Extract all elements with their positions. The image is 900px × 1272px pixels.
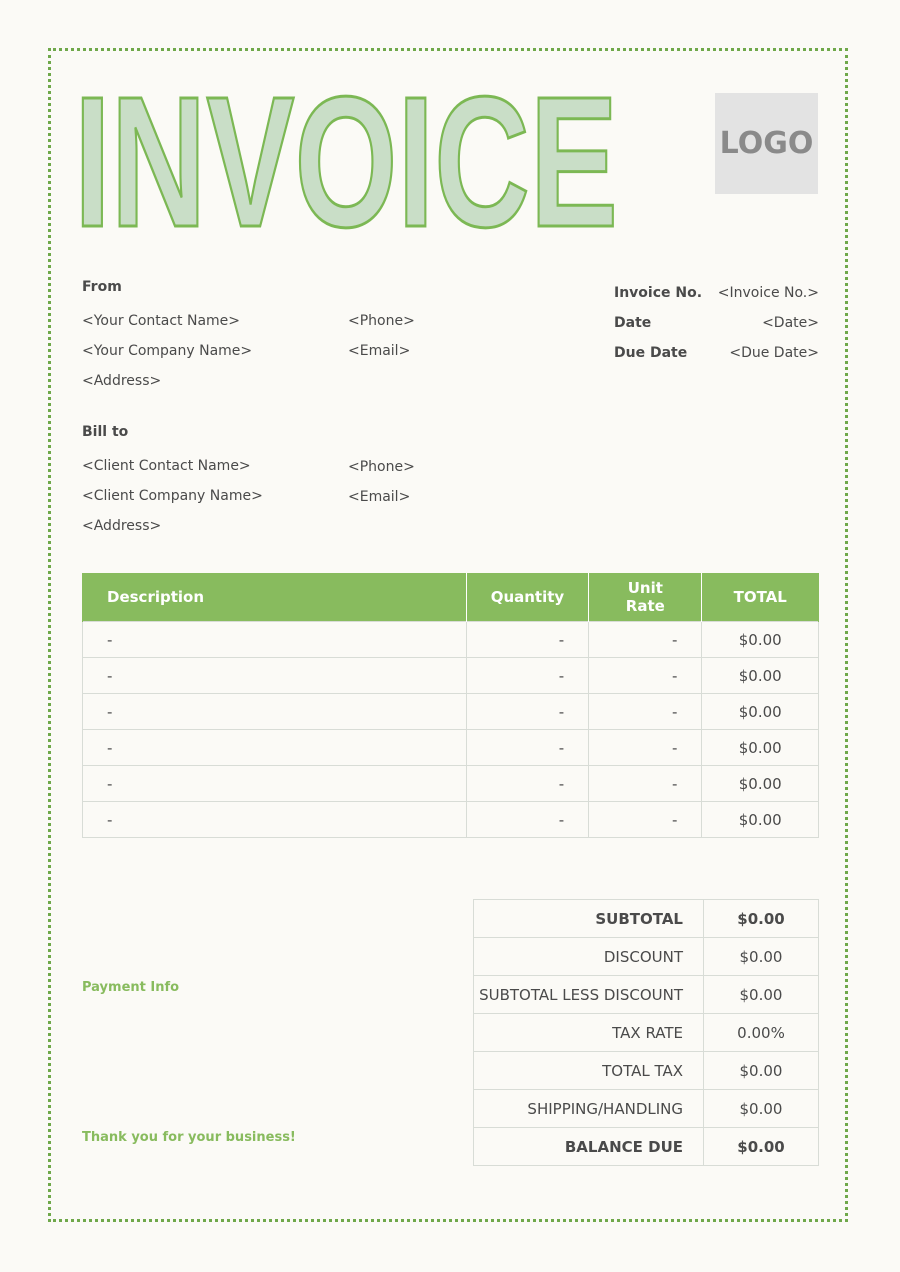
invoice-no-value[interactable]: <Invoice No.>	[717, 285, 819, 301]
from-heading: From	[82, 279, 122, 295]
totals-row-discount	[474, 938, 819, 976]
totals-row-balance-due	[474, 1128, 819, 1166]
logo-text: LOGO	[719, 126, 814, 161]
bill-to-heading: Bill to	[82, 424, 129, 440]
cell-description[interactable]: -	[83, 730, 467, 766]
client-contact-name[interactable]: <Client Contact Name>	[82, 458, 251, 474]
cell-total: $0.00	[702, 658, 819, 694]
cell-quantity[interactable]: -	[466, 802, 589, 838]
from-address[interactable]: <Address>	[82, 373, 162, 389]
invoice-no-label: Invoice No.	[614, 285, 703, 301]
cell-unit-rate[interactable]: -	[589, 622, 702, 658]
cell-total: $0.00	[702, 694, 819, 730]
cell-quantity[interactable]: -	[466, 766, 589, 802]
table-row	[83, 802, 819, 838]
from-phone[interactable]: <Phone>	[348, 313, 415, 329]
date-value[interactable]: <Date>	[762, 315, 819, 331]
totals-row-subtotal-less-discount	[474, 976, 819, 1014]
invoice-title	[72, 80, 632, 240]
client-company-name[interactable]: <Client Company Name>	[82, 488, 263, 504]
cell-description[interactable]: -	[83, 658, 467, 694]
total-tax-label: TOTAL TAX	[474, 1052, 704, 1090]
line-items-table	[82, 573, 819, 838]
due-date-label: Due Date	[614, 345, 688, 361]
client-email[interactable]: <Email>	[348, 489, 411, 505]
cell-total: $0.00	[702, 622, 819, 658]
shipping-handling-value[interactable]: $0.00	[704, 1090, 819, 1128]
cell-unit-rate[interactable]: -	[589, 730, 702, 766]
cell-quantity[interactable]: -	[466, 622, 589, 658]
cell-unit-rate[interactable]: -	[589, 766, 702, 802]
cell-unit-rate[interactable]: -	[589, 802, 702, 838]
column-header-quantity: Quantity	[466, 573, 589, 622]
totals-row-total-tax	[474, 1052, 819, 1090]
logo-placeholder[interactable]	[715, 93, 818, 194]
from-email[interactable]: <Email>	[348, 343, 411, 359]
thank-you-note: Thank you for your business!	[82, 1130, 296, 1145]
discount-label: DISCOUNT	[474, 938, 704, 976]
from-contact-name[interactable]: <Your Contact Name>	[82, 313, 241, 329]
client-phone[interactable]: <Phone>	[348, 459, 415, 475]
subtotal-less-discount-label: SUBTOTAL LESS DISCOUNT	[474, 976, 704, 1014]
cell-quantity[interactable]: -	[466, 658, 589, 694]
cell-unit-rate[interactable]: -	[589, 694, 702, 730]
totals-row-tax-rate	[474, 1014, 819, 1052]
cell-total: $0.00	[702, 730, 819, 766]
column-header-total: TOTAL	[702, 573, 819, 622]
total-tax-value: $0.00	[704, 1052, 819, 1090]
tax-rate-label: TAX RATE	[474, 1014, 704, 1052]
cell-total: $0.00	[702, 802, 819, 838]
column-header-description: Description	[83, 573, 467, 622]
subtotal-less-discount-value: $0.00	[704, 976, 819, 1014]
date-label: Date	[614, 315, 652, 331]
table-row	[83, 766, 819, 802]
cell-unit-rate[interactable]: -	[589, 658, 702, 694]
table-row	[83, 730, 819, 766]
table-header-row	[83, 573, 819, 622]
cell-description[interactable]: -	[83, 802, 467, 838]
cell-description[interactable]: -	[83, 622, 467, 658]
totals-table	[473, 899, 819, 1166]
cell-quantity[interactable]: -	[466, 730, 589, 766]
cell-quantity[interactable]: -	[466, 694, 589, 730]
discount-value[interactable]: $0.00	[704, 938, 819, 976]
invoice-title-text: INVOICE	[74, 80, 618, 240]
table-row	[83, 622, 819, 658]
from-company-name[interactable]: <Your Company Name>	[82, 343, 253, 359]
totals-row-shipping	[474, 1090, 819, 1128]
subtotal-value: $0.00	[704, 900, 819, 938]
table-row	[83, 658, 819, 694]
payment-info-label: Payment Info	[82, 980, 180, 995]
table-row	[83, 694, 819, 730]
balance-due-value: $0.00	[704, 1128, 819, 1166]
due-date-value[interactable]: <Due Date>	[729, 345, 819, 361]
cell-total: $0.00	[702, 766, 819, 802]
balance-due-label: BALANCE DUE	[474, 1128, 704, 1166]
subtotal-label: SUBTOTAL	[474, 900, 704, 938]
cell-description[interactable]: -	[83, 694, 467, 730]
client-address[interactable]: <Address>	[82, 518, 162, 534]
column-header-unit-rate: Unit Rate	[589, 573, 702, 622]
tax-rate-value[interactable]: 0.00%	[704, 1014, 819, 1052]
cell-description[interactable]: -	[83, 766, 467, 802]
shipping-handling-label: SHIPPING/HANDLING	[474, 1090, 704, 1128]
totals-row-subtotal	[474, 900, 819, 938]
